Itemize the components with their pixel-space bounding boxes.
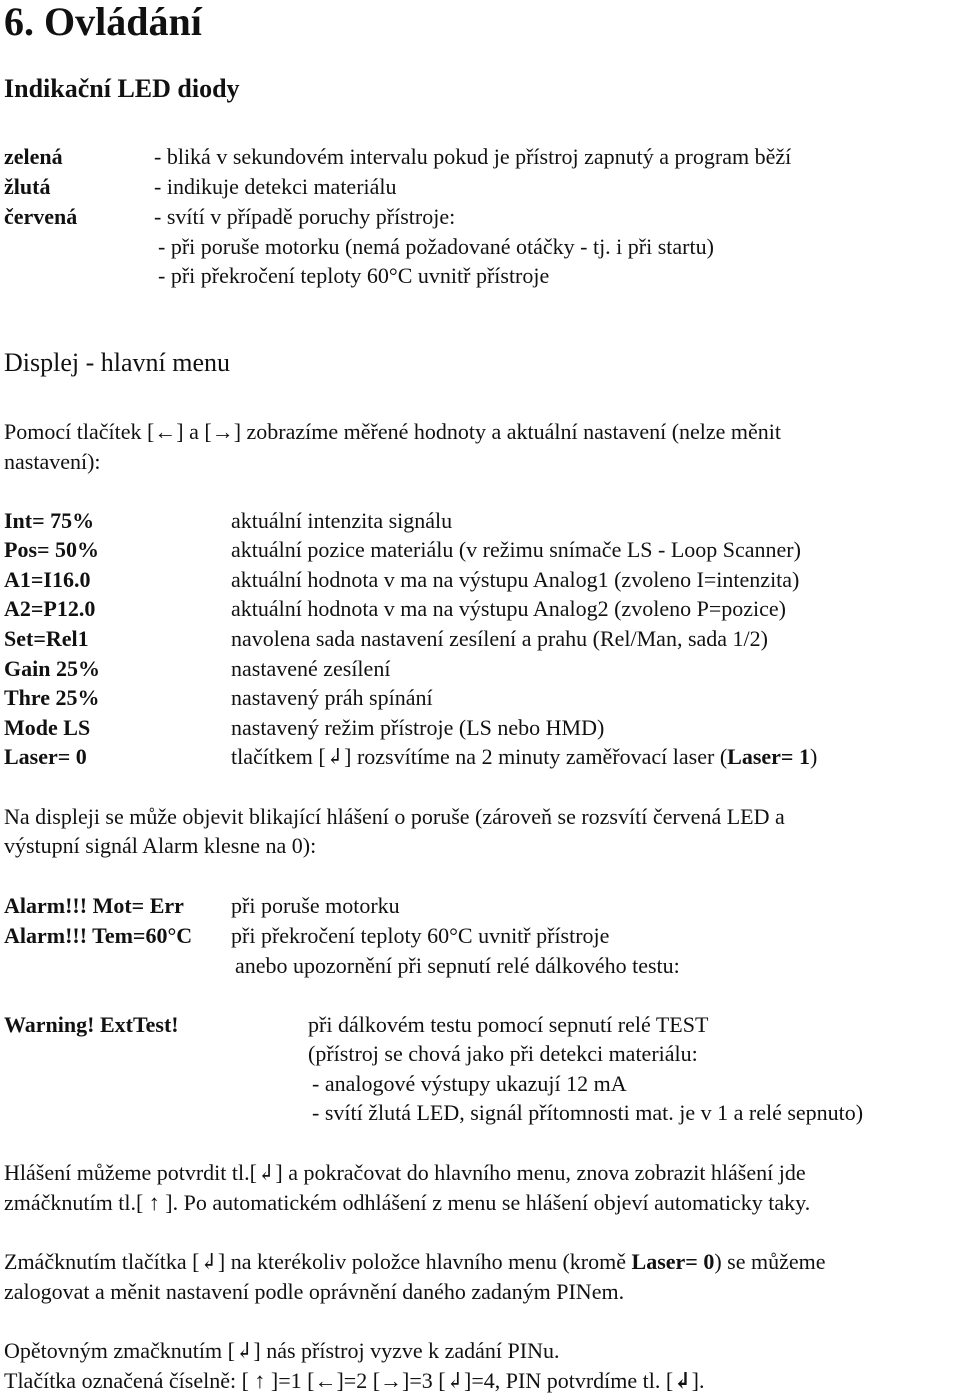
alarm-or-warning: anebo upozornění při sepnutí relé dálkového testu:: [235, 953, 680, 978]
display-section-title: Displej - hlavní menu: [4, 348, 231, 377]
menu-item-key: A1=I16.0: [4, 567, 91, 592]
login-line-1: Zmáčknutím tlačítka [↲] na kterékoliv položce hlavního menu (kromě Laser= 0) se můžeme: [4, 1249, 826, 1274]
alarm-desc-motor: při poruše motorku: [231, 893, 400, 918]
pin-line-2: Tlačítka označená číselně: [ ↑ ]=1 [←]=2 [→]=3 [↲]=4, PIN potvrdíme tl. [↲].: [4, 1368, 705, 1393]
warning-key: Warning! ExtTest!: [4, 1012, 179, 1037]
menu-item-desc: aktuální hodnota v ma na výstupu Analog2 (zvoleno P=pozice): [231, 596, 786, 621]
menu-item-key: A2=P12.0: [4, 596, 96, 621]
alarm-desc-temp: při překročení teploty 60°C uvnitř přístroje: [231, 923, 610, 948]
warning-line: (přístroj se chová jako při detekci materiálu:: [308, 1041, 698, 1066]
led-color-yellow: žlutá: [4, 174, 51, 199]
menu-item-key: Set=Rel1: [4, 626, 89, 651]
alarm-key-motor: Alarm!!! Mot= Err: [4, 893, 184, 918]
led-desc-red: - svítí v případě poruchy přístroje:: [154, 204, 456, 229]
login-line-2: zalogovat a měnit nastavení podle oprávnění daného zadaným PINem.: [4, 1279, 625, 1304]
confirm-line-2: zmáčknutím tl.[ ↑ ]. Po automatickém odhlášení z menu se hlášení objeví automaticky taky.: [4, 1190, 811, 1215]
menu-item-desc: nastavené zesílení: [231, 656, 391, 681]
warning-line: - analogové výstupy ukazují 12 mA: [312, 1071, 627, 1096]
menu-item-desc: aktuální intenzita signálu: [231, 508, 453, 533]
led-red-sub-temp: - při překročení teploty 60°C uvnitř přístroje: [158, 263, 550, 288]
warning-line: při dálkovém testu pomocí sepnutí relé TEST: [308, 1012, 709, 1037]
alarm-intro-line-2: výstupní signál Alarm klesne na 0):: [4, 833, 317, 858]
led-section-title: Indikační LED diody: [4, 74, 240, 103]
led-desc-green: - bliká v sekundovém intervalu pokud je přístroj zapnutý a program běží: [154, 144, 792, 169]
confirm-line-1: Hlášení můžeme potvrdit tl.[↲] a pokračovat do hlavního menu, znova zobrazit hlášení jde: [4, 1160, 806, 1185]
menu-item-desc: navolena sada nastavení zesílení a prahu (Rel/Man, sada 1/2): [231, 626, 768, 651]
pin-line-1: Opětovným zmačknutím [↲] nás přístroj vyzve k zadání PINu.: [4, 1338, 560, 1363]
led-color-red: červená: [4, 204, 78, 229]
warning-line: - svítí žlutá LED, signál přítomnosti mat. je v 1 a relé sepnuto): [312, 1100, 864, 1125]
led-desc-yellow: - indikuje detekci materiálu: [154, 174, 397, 199]
menu-item-key: Pos= 50%: [4, 537, 100, 562]
menu-item-key-laser: Laser= 0: [4, 744, 87, 769]
menu-item-key: Int= 75%: [4, 508, 95, 533]
alarm-intro-line-1: Na displeji se může objevit blikající hlášení o poruše (zároveň se rozsvítí červená LED a: [4, 804, 785, 829]
menu-item-desc: nastavený režim přístroje (LS nebo HMD): [231, 715, 605, 740]
led-color-green: zelená: [4, 144, 63, 169]
menu-item-desc: aktuální hodnota v ma na výstupu Analog1 (zvoleno I=intenzita): [231, 567, 800, 592]
menu-item-desc: nastavený práh spínání: [231, 685, 433, 710]
menu-item-key: Mode LS: [4, 715, 91, 740]
menu-item-key: Thre 25%: [4, 685, 100, 710]
menu-item-desc-laser: tlačítkem [↲] rozsvítíme na 2 minuty zaměřovací laser (Laser= 1): [231, 744, 818, 769]
display-intro-line-2: nastavení):: [4, 449, 101, 474]
alarm-key-temp: Alarm!!! Tem=60°C: [4, 923, 193, 948]
menu-item-key: Gain 25%: [4, 656, 100, 681]
menu-item-desc: aktuální pozice materiálu (v režimu snímače LS - Loop Scanner): [231, 537, 801, 562]
display-intro-line-1: Pomocí tlačítek [←] a [→] zobrazíme měřené hodnoty a aktuální nastavení (nelze měnit: [4, 419, 782, 444]
page-heading: 6. Ovládání: [4, 0, 202, 44]
led-red-sub-motor: - při poruše motorku (nemá požadované otáčky - tj. i při startu): [158, 234, 714, 259]
